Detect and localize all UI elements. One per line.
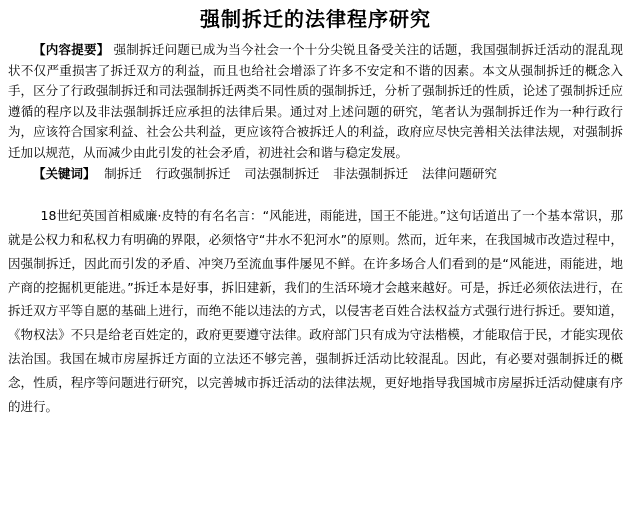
section-gap: [8, 184, 623, 204]
keywords-line: [8, 164, 623, 185]
keyword-item: 非法强制拆迁: [333, 165, 409, 181]
page-title: 强制拆迁的法律程序研究: [200, 7, 431, 31]
body-paragraph: 18世纪英国首相威廉·皮特的有名名言：“风能进，雨能进，国王不能进。”这句话道出了一个基本常识，那就是公权力和私权力有明确的界限，必须恪守“井水不犯河水”的原则。然而，近年来，在我国城市改造过程中，因强制拆迁，因此而引发的矛盾、冲突乃至流血事件屡见不鲜。在许多场合人们看到的是“风能进，雨能进，地产商的挖掘机更能进。”拆迁本是好事，拆旧建新，我们的生活环境才会越来越好。可是，拆迁必须依法进行，在拆迁双方平等自愿的基础上进行，而绝不能以违法的方式，以侵害老百姓合法权益方式强行进行拆迁。要知道，《物权法》不只是给老百姓定的，政府更要遵守法律。政府部门只有成为守法楷模，才能取信于民，才能实现依法治国。我国在城市房屋拆迁方面的立法还不够完善，强制拆迁活动比较混乱。因此，有必要对强制拆迁的概念，性质，程序等问题进行研究，以完善城市拆迁活动的法律法规，更好地指导我国城市房屋拆迁活动健康有序的进行。: [8, 208, 623, 414]
abstract-paragraph: [8, 40, 623, 164]
abstract-label: 【内容提要】: [33, 42, 110, 57]
keyword-item: 制拆迁: [104, 165, 142, 181]
keyword-item: 行政强制拆迁: [155, 165, 231, 181]
keyword-item: 司法强制拆迁: [244, 165, 320, 181]
abstract-text: 强制拆迁问题已成为当今社会一个十分尖锐且备受关注的话题，我国强制拆迁活动的混乱现状不仅严重损害了拆迁双方的利益，而且也给社会增添了许多不安定和不谐的因素。本文从强制拆迁的概念入手，区分了行政强制拆迁和司法强制拆迁两类不同性质的强制拆迁，分析了强制拆迁的性质，论述了强制拆迁应遵循的程序以及非法强制拆迁应承担的法律后果。通过对上述问题的研究，笔者认为强制拆迁作为一种行政行为，应该符合国家利益、社会公共利益，更应该符合被拆迁人的利益，政府应尽快完善相关法律法规，对强制拆迁加以规范，从而减少由此引发的社会矛盾，初进社会和谐与稳定发展。: [8, 42, 623, 160]
keywords-label: 【关键词】: [33, 165, 96, 181]
keyword-item: 法律问题研究: [421, 165, 497, 181]
